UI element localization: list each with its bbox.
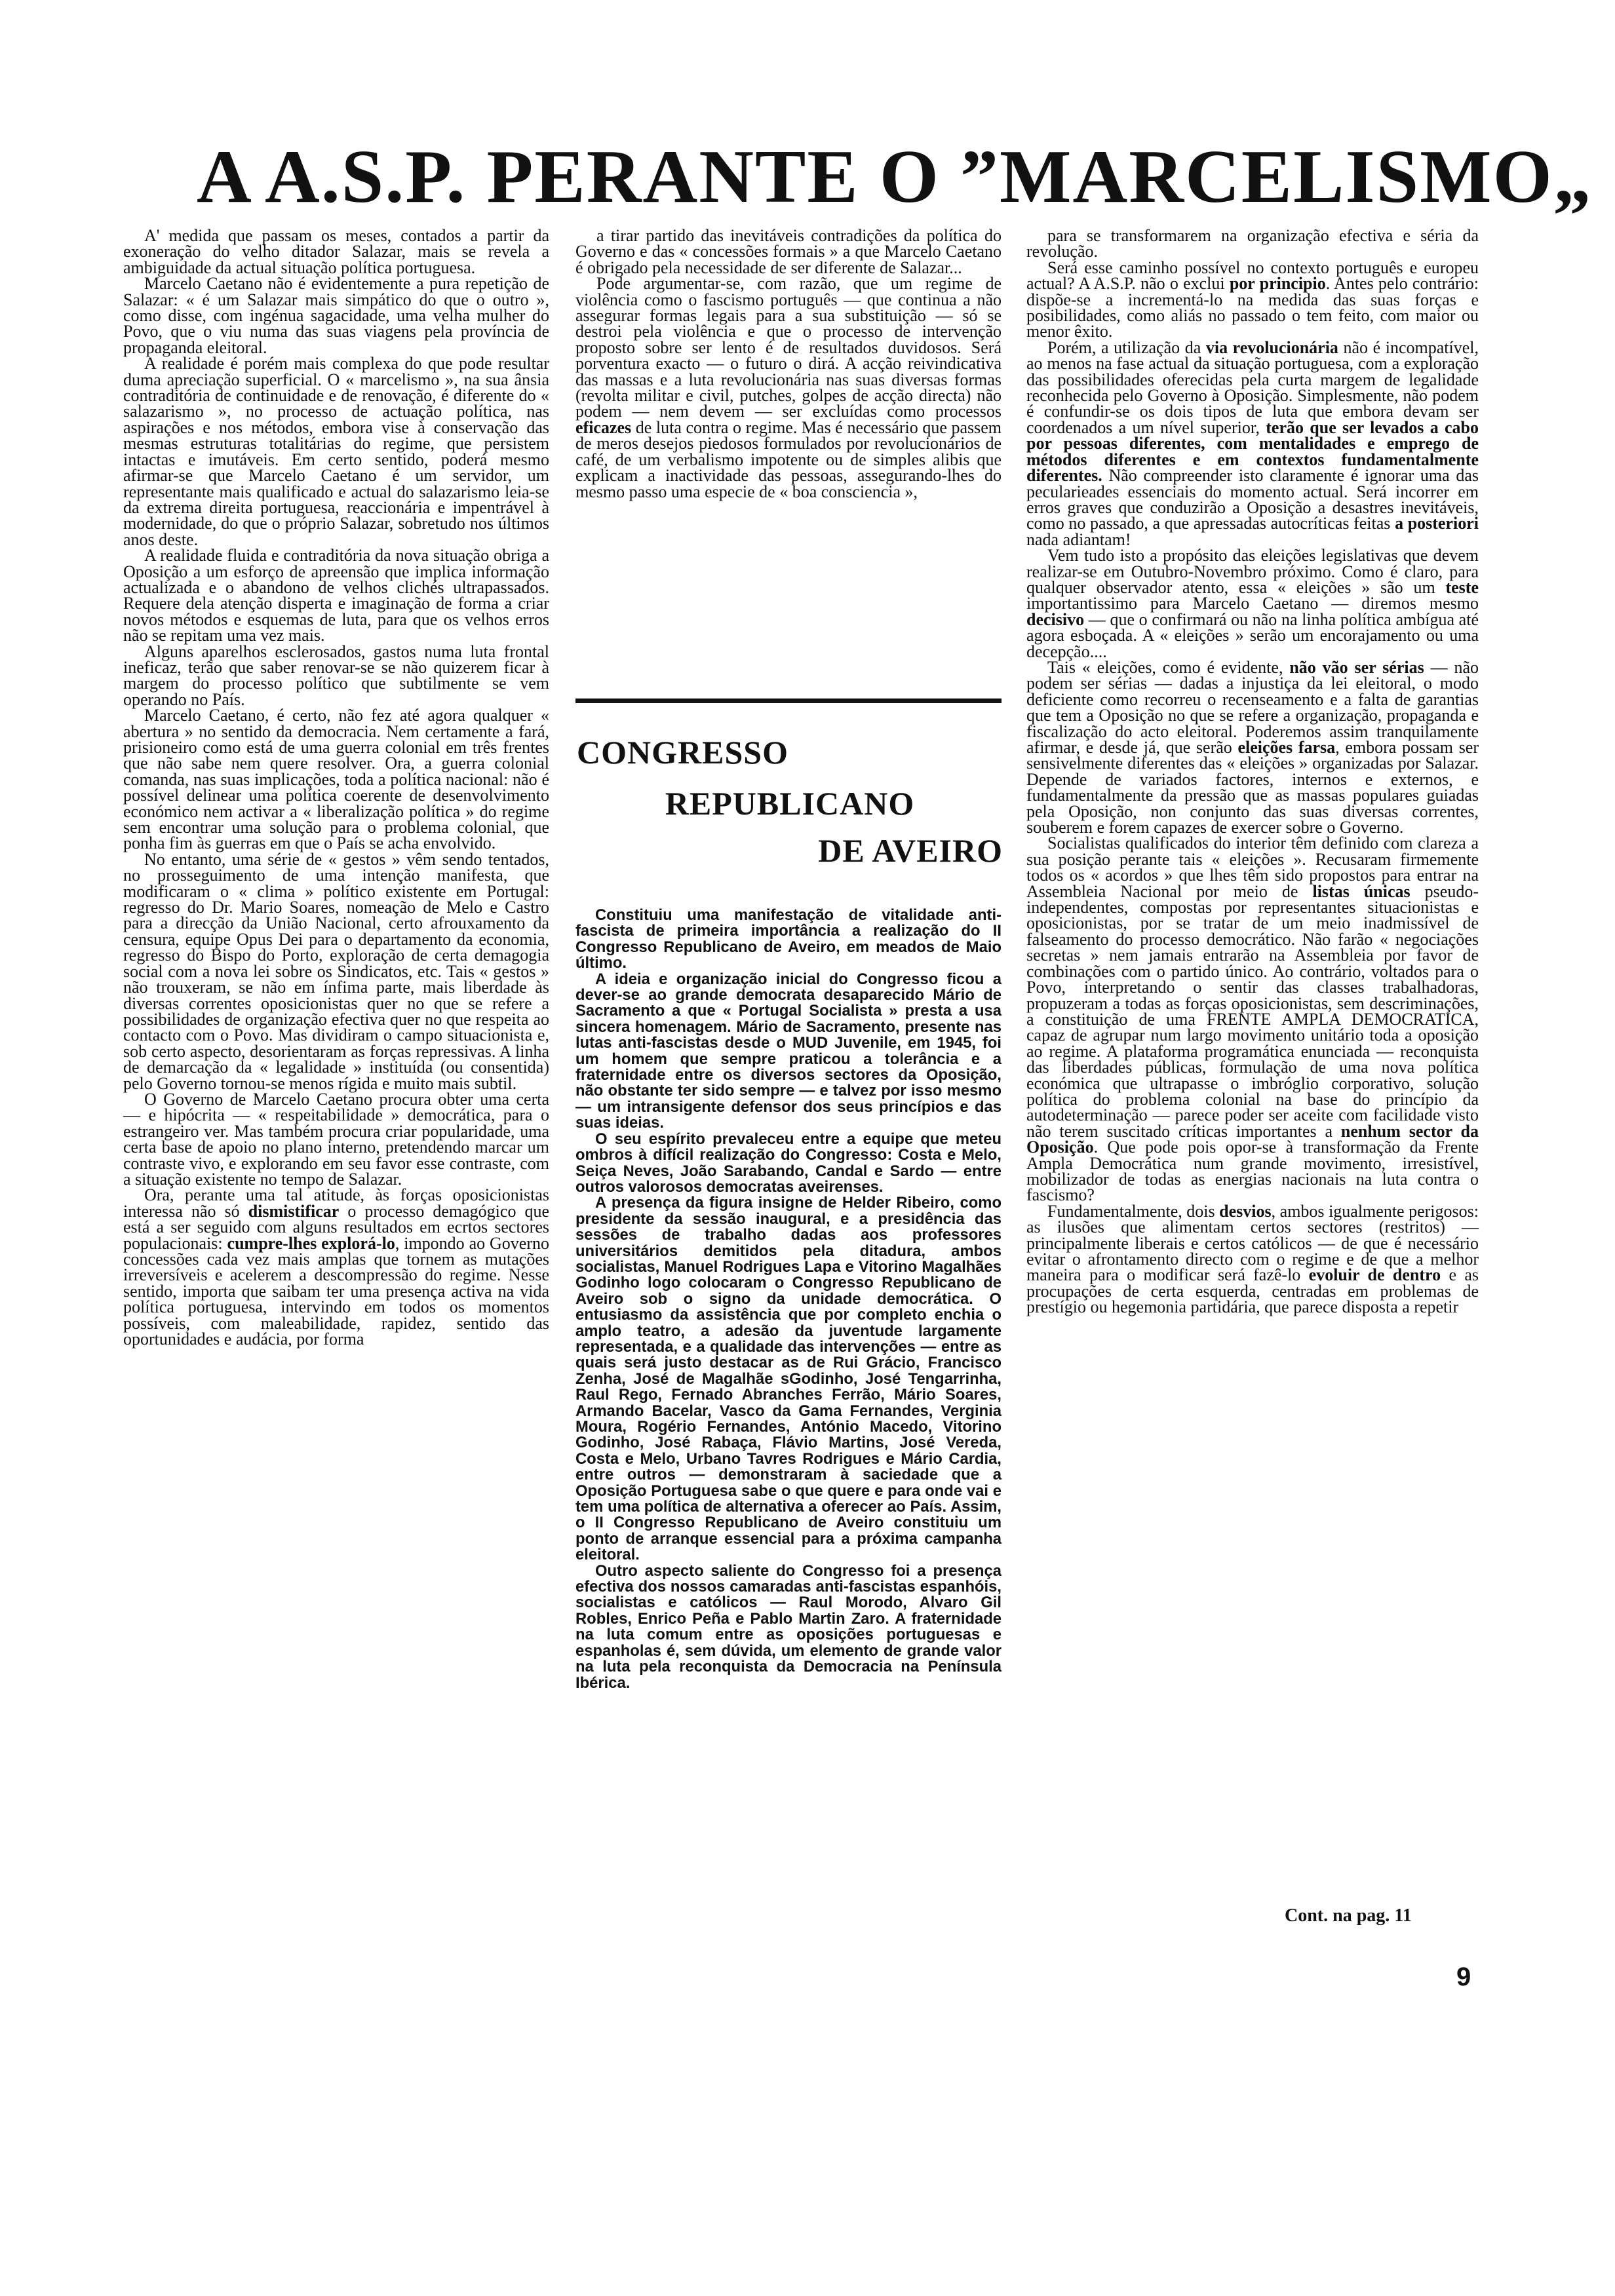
section-divider: [575, 698, 1002, 703]
text-run: . Antes pelo contrário: dispõe-se a incrementá-lo na medida das suas forças e posibilidades, como aliás no passado o tem feito, com maior ou menor êxito.: [1026, 274, 1479, 341]
text-run: importantissimo para Marcelo Caetano — diremos mesmo: [1026, 594, 1479, 613]
paragraph: Constituiu uma manifestação de vitalidade anti-fascista de primeira importância a realização do II Congresso Republicano de Aveiro, em meados de Maio último.: [575, 906, 1002, 972]
text-run: , embora possam ser sensivelmente diferentes das « eleições » organizadas por Salazar. Depende de variados factores, internos e externos, e fundamentalmente da pressão que as massas populares guiadas pela Oposição, non conjunto das suas diversas correntes, souberem e forem capazes de exercer sobre o Governo.: [1026, 738, 1479, 837]
article-column-3: [1026, 228, 1479, 1316]
text-run: Pode argumentar-se, com razão, que um regime de violência como o fascismo português — que continua a não assegurar formas legais para a sua substituição — só se destroi pela violência e que o processo de intervenção proposto sobre ser lento é de resultados duvidosos. Será porventura exacto — o futuro o dirá. A acção reivindicativa das massas e a luta revolucionária nas suas diversas formas (revolta militar e civil, putches, golpes de acção directa) não podem — nem devem — ser excluídas como processos: [575, 274, 1002, 421]
text-run: Ora, perante uma tal atitude, às forças oposicionistas interessa não só: [123, 1185, 549, 1221]
emphasis: dismistificar: [248, 1201, 340, 1221]
paragraph: para se transformarem na organização efectiva e séria da revolução.: [1026, 226, 1479, 261]
paragraph: A realidade é porém mais complexa do que pode resultar duma apreciação superficial. O « marcelismo », na sua ânsia contraditória de continuidade e de renovação, é diferente do « salazarismo », no processo de actuação política, nas aspirações e nos métodos, embora vise à conservação das mesmas estruturas totalitárias do regime, que persistem intactas e imutáveis. Em certo sentido, poderá mesmo afirmar-se que Marcelo Caetano é um servidor, um representante mais qualificado e actual do salazarismo leia-se da extrema direita portuguesa, reaccionária e impentrável à modernidade, do que o próprio Salazar, sobretudo nos últimos anos deste.: [123, 354, 549, 549]
paragraph: Alguns aparelhos esclerosados, gastos numa luta frontal ineficaz, terão que saber renovar-se se não quizerem ficar à margem do processo político que subtilmente se vem operando no País.: [123, 641, 549, 709]
text-run: Tais « eleições, como é evidente,: [1047, 657, 1290, 677]
text-run: , ambos igualmente perigosos: as ilusões que alimentam certos sectores (restritos) — principalmente liberais e certos católicos — de que é necessário evitar o afrontamento directo com o regime e de que a melhor maneira para o modificar será fazê-lo: [1026, 1201, 1479, 1285]
text-run: nada adiantam!: [1026, 529, 1131, 549]
article-title: A A.S.P. PERANTE O ”MARCELISMO„: [197, 135, 1593, 219]
continuation-note: Cont. na pag. 11: [1285, 1905, 1412, 1926]
text-run: de luta contra o regime. Mas é necessário que passem de meros desejos piedosos formulados por revolucionários de café, de um verbalismo impotente ou de simples alibis que explicam a inactividade das pessoas, assegurando-lhes do mesmo passo uma especie de « boa consciencia »,: [575, 417, 1002, 501]
emphasis: decisivo: [1026, 609, 1085, 629]
paragraph: a tirar partido das inevitáveis contradições da política do Governo e das « concessões formais » a que Marcelo Caetano é obrigado pela necessidade de ser diferente de Salazar...: [575, 226, 1002, 277]
text-run: Porém, a utilização da: [1047, 337, 1206, 357]
text-run: não é incompatível, ao menos na fase actual da situação portuguesa, com a exploração das possibilidades oferecidas pela curta margem de legalidade reconhecida pelo Governo à Oposição. Simplesmente, não podem é confundir-se os dois tipos de luta que embora devam ser coordenados a um nível superior,: [1026, 337, 1479, 437]
text-run: Será esse caminho possível no contexto português e europeu actual? A A.S.P. não o exclui: [1026, 258, 1479, 294]
text-run: Socialistas qualificados do interior têm definido com clareza a sua posição perante tais « eleições ». Recusaram firmemente todos os « acordos » que lhes têm sido propostos para entrar na Assembleia Nacional por meio de: [1026, 833, 1479, 901]
text-run: pseudo-independentes, compostas por representantes situacionistas e oposicionistas, por se tratar de um meio inadmissível de falseamento do processo democrático. Não farão « negociações secretas » nem jamais entrarão na Assembleia por favor de combinações com o partido único. Ao contrário, voltados para o Povo, interpretando o sentir das classes trabalhadoras, propuzeram a todas as forças oposicionistas, sem descriminações, a constituição de uma FRENTE AMPLA DEMOCRATICA, capaz de agrupar num largo movimento unitário toda a oposição ao regime. A plataforma programática enunciada — reconquista das liberdades públicas, formulação de uma nova política económica que ultrapasse o imbróglio corporativo, solução política do problema colonial na base do princípio da autodeterminação — parece poder ser aceite com facilidade visto não terem suscitado críticas importantes a: [1026, 881, 1479, 1141]
paragraph: A ideia e organização inicial do Congresso ficou a dever-se ao grande democrata desaparecido Mário de Sacramento a que « Portugal Socialista » presta a usa sincera homenagem. Mário de Sacramento, presente nas lutas anti-fascistas desde o MUD Juvenile, em 1945, foi um homem que sempre praticou a tolerância e a fraternidade entre os diversos sectores da Oposição, não obstante ter sido sempre — e talvez por isso mesmo — um intransigente defensor dos seus princípios e das suas ideias.: [575, 970, 1002, 1132]
text-run: Vem tudo isto a propósito das eleições legislativas que devem realizar-se em Outubro-Novembro próximo. Como é claro, para qualquer observador atento, essa « eleições » são um: [1026, 546, 1479, 597]
text-run: , impondo ao Governo concessões cada vez mais amplas que tornem as mutações irreversíveis e acelerem a descompressão do regime. Nesse sentido, importa que saibam ter uma presença activa na vida política portuguesa, intervindo em todos os momentos possíveis, com maleabilidade, rapidez, sentido das oportunidades e audácia, por forma: [123, 1233, 549, 1349]
emphasis: eleições farsa: [1237, 738, 1336, 757]
paragraph: [123, 1187, 549, 1347]
paragraph: [1026, 337, 1479, 549]
paragraph: [1026, 260, 1479, 340]
paragraph: [575, 276, 1002, 500]
paragraph: O seu espírito prevaleceu entre a equipe que meteu ombros à difícil realização do Congresso: Costa e Melo, Seiça Neves, João Sarabando, Candal e Sardo — entre outros valorosos democratas aveirenses.: [575, 1130, 1002, 1196]
paragraph: No entanto, uma série de « gestos » vêm sendo tentados, no prosseguimento de uma intenção manifesta, que modificaram o « clima » político existente em Portugal: regresso do Dr. Mario Soares, nomeação de Melo e Castro para a direcção da União Nacional, certo afrouxamento da censura, equipe Opus Dei para o departamento da economia, regresso do Bispo do Porto, exploração de certa demagogia social com a nova lei sobre os Sindicatos, etc. Tais « gestos » não trouxeram, se não em ínfima parte, mais liberdade às diversas correntes oposicionistas quer no que se refere a possibilidades de organização efectiva quer no que respeita ao contacto com o Povo. Mas dividiram o campo situacionista e, sob certo aspecto, desorientaram as forças repressivas. A linha de demarcação da « legalidade » instituída (ou consentida) pelo Governo tornou-se menos rígida e muito mais subtil.: [123, 849, 549, 1093]
paragraph: A realidade fluida e contraditória da nova situação obriga a Oposição a um esforço de apreensão que implica informação actualizada e o abandono de velhos clichés ultrapassados. Requere dela atenção disperta e imaginação de forma a criar novos métodos e esquemas de luta, para que os velhos erros não se repitam uma vez mais.: [123, 546, 549, 645]
text-run: e as procupações de certa esquerda, centradas em problemas de prestígio ou hegemonia partidária, que parece disposta a repetir: [1026, 1265, 1479, 1317]
paragraph: Outro aspecto saliente do Congresso foi a presença efectiva dos nossos camaradas anti-fascistas espanhóis, socialistas e católicos — Raul Morodo, Alvaro Gil Robles, Enrico Peña e Pablo Martin Zaro. A fraternidade na luta comum entre as oposições portuguesas e espanholas é, sem dúvida, um elemento de grande valor na luta pela reconquista da Democracia na Península Ibérica.: [575, 1561, 1002, 1692]
emphasis: teste: [1445, 577, 1479, 597]
emphasis: via revolucionária: [1205, 337, 1338, 357]
emphasis: listas únicas: [1312, 881, 1411, 901]
congress-title-line-2: REPUBLICANO: [665, 785, 915, 822]
congress-title-line-1: CONGRESSO: [577, 734, 788, 771]
text-run: . Que pode pois opor-se à transformação da Frente Ampla Democrática num grande movimento, irresistível, mobilizador de todas as energias nacionais na luta contra o fascismo?: [1026, 1138, 1479, 1205]
emphasis: cumpre-lhes explorá-lo: [227, 1233, 395, 1253]
emphasis: terão que ser levados a cabo por pessoas diferentes, com mentalidades e emprego de métodos diferentes e em contextos fundamentalmente diferentes.: [1026, 417, 1479, 486]
paragraph: [1026, 835, 1479, 1203]
text-run: Não compreender isto claramente é ignorar uma das pecularieades essenciais do momento actual. Será incorrer em erros graves que conduzirão a Oposição a desastres inevitáveis, como no passado, a que apressadas autocríticas feitas: [1026, 466, 1479, 533]
emphasis: evoluir de dentro: [1308, 1265, 1441, 1285]
paragraph: Marcelo Caetano, é certo, não fez até agora qualquer « abertura » no sentido da democracia. Nem certamente a fará, prisioneiro como está de uma guerra colonial em três frentes que não sabe nem quere resolver. Ora, a guerra colonial comanda, nas suas implicações, toda a política nacional: não é possível delinear uma política coerente de desenvolvimento económico nem activar a « liberalização política » do regime sem encontrar uma solução para o problema colonial, que ponha fim às guerras em que o País se acha envolvido.: [123, 706, 549, 853]
paragraph: A presença da figura insigne de Helder Ribeiro, como presidente da sessão inaugural, e a presidência das sessões de trabalho dadas aos professores universitários demitidos pela ditadura, ambos socialistas, Manuel Rodrigues Lapa e Vitorino Magalhães Godinho logo colocaram o Congresso Republicano de Aveiro sob o signo da unidade democrática. O entusiasmo da assistência que por completo enchia o amplo teatro, a adesão da juventude largamente representada, e a qualidade das intervenções — entre as quais será justo destacar as de Rui Grácio, Francisco Zenha, José de Magalhãe sGodinho, José Tengarrinha, Raul Rego, Fernado Abranches Ferrão, Mário Soares, Armando Bacelar, Vasco da Gama Fernandes, Verginia Moura, Rogério Fernandes, António Macedo, Vitorino Godinho, José Rabaça, Flávio Martins, José Vereda, Costa e Melo, Urbano Tavres Rodrigues e Mário Cardia, entre outros — demonstraram à saciedade que a Oposição Portuguesa sabe o que quere e para onde vai e tem uma política de alternativa a oferecer ao País. Assim, o II Congresso Republicano de Aveiro constituiu um ponto de arranque essencial para a próxima campanha eleitoral.: [575, 1194, 1002, 1564]
congress-article: [575, 908, 1002, 1691]
emphasis: desvios: [1219, 1201, 1272, 1221]
emphasis: por principio: [1229, 274, 1326, 294]
text-run: Fundamentalmente, dois: [1047, 1201, 1220, 1221]
emphasis: a posteriori: [1395, 514, 1479, 533]
paragraph: Marcelo Caetano não é evidentemente a pura repetição de Salazar: « é um Salazar mais simpático do que o outro », como disse, com ingénua sagacidade, uma velha mulher do Povo, que o viu numa das suas viagens pela província de propaganda eleitoral.: [123, 274, 549, 357]
emphasis: não vão ser sérias: [1289, 657, 1424, 677]
paragraph: A' medida que passam os meses, contados a partir da exoneração do velho ditador Salazar, mais se revela a ambiguidade da actual situação política portuguesa.: [123, 226, 549, 277]
page-number: 9: [1456, 1962, 1471, 1991]
congress-title-line-3: DE AVEIRO: [818, 832, 1003, 869]
emphasis: nenhum sector da Oposição: [1026, 1121, 1479, 1157]
text-run: — não podem ser sérias — dadas a injustiça da lei eleitoral, o modo deficiente como recorreu o recenseamento e a falta de garantias que tem a Oposição no que se refere a organização, propaganda e fiscalização do acto eleitoral. Poderemos assim tranquilamente afirmar, e desde já, que serão: [1026, 657, 1479, 757]
article-column-1: [123, 228, 549, 1347]
paragraph: O Governo de Marcelo Caetano procura obter uma certa — e hipócrita — « respeitabilidade » democrática, para o estrangeiro ver. Mas também procura criar popularidade, uma certa base de apoio no plano interno, pretendendo marcar um contraste vivo, e explorando em seu favor esse contraste, com a situação existente no tempo de Salazar.: [123, 1089, 549, 1189]
paragraph: [1026, 1201, 1479, 1317]
text-run: — que o confirmará ou não na linha política ambígua até agora esboçada. A « eleições » serão um encorajamento ou uma decepção....: [1026, 609, 1479, 661]
text-run: o processo demagógico que está a ser seguido com alguns resultados em ecrtos sectores populacionais:: [123, 1201, 549, 1253]
article-column-2: [575, 228, 1002, 500]
emphasis: eficazes: [575, 417, 632, 437]
paragraph: [1026, 657, 1479, 837]
paragraph: [1026, 548, 1479, 660]
